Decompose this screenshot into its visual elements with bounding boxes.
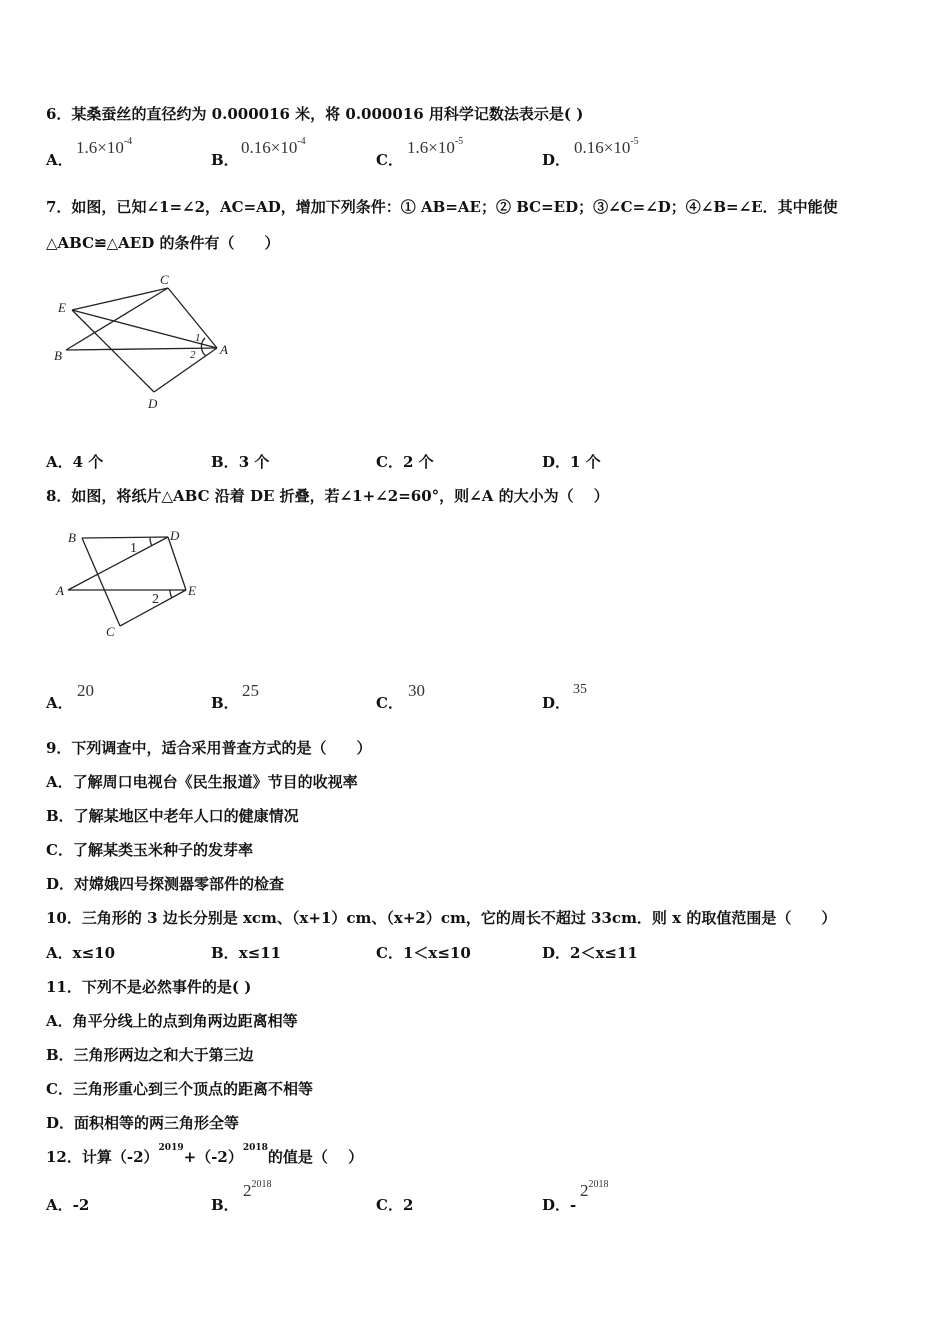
q11-option-d[interactable]: D．面积相等的两三角形全等 (46, 1114, 240, 1132)
option-text: 1＜x≤10 (402, 944, 471, 962)
option-label: C． (376, 453, 403, 471)
option-label: D． (542, 453, 571, 471)
q10-option-b[interactable] (211, 942, 281, 963)
q9-option-c[interactable]: C．了解某类玉米种子的发芽率 (46, 841, 253, 859)
option-label: C． (376, 944, 403, 962)
q6-option-c-math: $1.6\times 10^{-5}$ (407, 136, 464, 157)
label-b: B (68, 530, 76, 545)
q9-option-b[interactable]: B．了解某地区中老年人口的健康情况 (46, 807, 299, 825)
q12-option-d[interactable] (542, 1194, 576, 1215)
q8-option-d-value: 35 (573, 682, 587, 697)
option-label: B． (211, 944, 239, 962)
q8-option-d[interactable] (542, 692, 570, 713)
option-label: D． (542, 944, 571, 962)
label-c: C (106, 624, 115, 639)
label-1: 1 (195, 332, 201, 344)
segment-ed (72, 310, 154, 392)
option-prefix: - (570, 1196, 577, 1214)
option-label: D． (542, 1196, 571, 1214)
option-label: D． (542, 694, 571, 712)
q7-figure (50, 268, 240, 416)
q6-option-d[interactable] (542, 149, 570, 170)
option-label: B． (211, 1196, 239, 1214)
label-b: B (54, 348, 62, 363)
option-text: x≤11 (238, 944, 282, 962)
q8-option-c[interactable] (376, 692, 403, 713)
option-text: 3 个 (238, 453, 270, 471)
q8-figure (50, 522, 210, 648)
q6-option-d-math: $0.16\times 10^{-5}$ (574, 136, 639, 157)
q7-option-c[interactable] (376, 451, 434, 472)
q8-option-a-value: 20 (77, 681, 94, 700)
angle-arc-2 (170, 590, 172, 598)
q7-option-b[interactable] (211, 451, 269, 472)
label-d: D (148, 396, 158, 411)
angle-arc (201, 338, 206, 356)
label-a: A (220, 342, 228, 357)
q12-exp2: 2018 (242, 1143, 268, 1153)
q8-stem: 8．如图，将纸片△ABC 沿着 DE 折叠，若∠1+∠2=60°，则∠A 的大小为（ ） (46, 487, 609, 505)
option-label: B． (211, 694, 239, 712)
q7-option-d[interactable] (542, 451, 601, 472)
q6-option-b[interactable] (211, 149, 239, 170)
segment-de (168, 537, 186, 590)
q10-stem: 10．三角形的 3 边长分别是 xcm、（x+1）cm、（x+2）cm，它的周长不超过 33cm．则 x 的取值范围是（ ） (46, 909, 837, 927)
q8-option-a[interactable] (46, 692, 73, 713)
label-c: C (160, 272, 169, 287)
option-text: 2 个 (402, 453, 434, 471)
label-d: D (170, 528, 180, 543)
q12-option-b[interactable] (211, 1194, 239, 1215)
q6-option-a-math: $1.6\times 10^{-4}$ (76, 136, 133, 157)
option-label: C． (376, 694, 403, 712)
option-label: D． (542, 151, 571, 169)
q10-option-d[interactable] (542, 942, 638, 963)
option-label: A． (46, 694, 73, 712)
q6-option-c[interactable] (376, 149, 403, 170)
label-1: 1 (130, 541, 137, 556)
q7-option-a[interactable] (46, 451, 103, 472)
option-label: A． (46, 151, 73, 169)
q8-option-b-value: 25 (242, 681, 259, 700)
q12-option-a[interactable] (46, 1194, 89, 1215)
option-label: A． (46, 1196, 73, 1214)
option-label: B． (211, 151, 239, 169)
q9-option-d[interactable]: D．对嫦娥四号探测器零部件的检查 (46, 875, 285, 893)
label-e: E (58, 300, 66, 315)
segment-ec (72, 288, 168, 310)
segment-da (154, 348, 217, 392)
q6-option-a[interactable] (46, 149, 73, 170)
option-text: 2 (402, 1196, 414, 1214)
option-label: A． (46, 944, 73, 962)
q12-option-d-math: $2^{2018}$ (580, 1179, 609, 1200)
option-label: C． (376, 151, 403, 169)
option-label: A． (46, 453, 73, 471)
q8-option-c-value: 30 (408, 681, 425, 700)
option-text: -2 (72, 1196, 90, 1214)
q12-option-b-math: $2^{2018}$ (243, 1179, 272, 1200)
angle-arc-1 (150, 538, 152, 546)
q12-stem: 12．计算$(-2)^{2019}+(-2)^{2018}$的值是（ ） (46, 1143, 364, 1166)
option-label: B． (211, 453, 239, 471)
label-a: A (56, 583, 64, 598)
q9-stem: 9．下列调查中，适合采用普查方式的是（ ） (46, 739, 372, 757)
label-2: 2 (190, 349, 196, 361)
q11-stem: 11．下列不是必然事件的是( ) (46, 978, 252, 996)
option-label: C． (376, 1196, 403, 1214)
option-text: 4 个 (72, 453, 104, 471)
q11-option-b[interactable]: B．三角形两边之和大于第三边 (46, 1046, 254, 1064)
q7-stem-line2: △ABC≌△AED 的条件有（ ） (46, 234, 280, 252)
segment-ad (68, 537, 168, 590)
q12-exp1: 2019 (158, 1143, 184, 1153)
q11-option-c[interactable]: C．三角形重心到三个顶点的距离不相等 (46, 1080, 313, 1098)
q11-option-a[interactable]: A．角平分线上的点到角两边距离相等 (46, 1012, 298, 1030)
q10-option-a[interactable] (46, 942, 115, 963)
option-text: x≤10 (72, 944, 116, 962)
q12-option-c[interactable] (376, 1194, 413, 1215)
q7-stem-line1: 7．如图，已知∠1=∠2，AC=AD，增加下列条件：① AB=AE；② BC=ED；③∠C=∠D；④∠B=∠E．其中能使 (46, 198, 838, 216)
segment-ca (168, 288, 217, 348)
q6-option-b-math: $0.16\times 10^{-4}$ (241, 136, 306, 157)
option-text: 1 个 (570, 453, 601, 471)
q6-stem: 6．某桑蚕丝的直径约为 0.000016 米，将 0.000016 用科学记数法表示是( ) (46, 105, 584, 123)
segment-bc (82, 538, 120, 626)
q8-option-b[interactable] (211, 692, 239, 713)
label-2: 2 (152, 592, 159, 607)
q10-option-c[interactable] (376, 942, 471, 963)
option-text: 2＜x≤11 (570, 944, 638, 962)
q9-option-a[interactable]: A．了解周口电视台《民生报道》节目的收视率 (46, 773, 358, 791)
segment-bd (82, 537, 168, 538)
label-e: E (188, 583, 196, 598)
